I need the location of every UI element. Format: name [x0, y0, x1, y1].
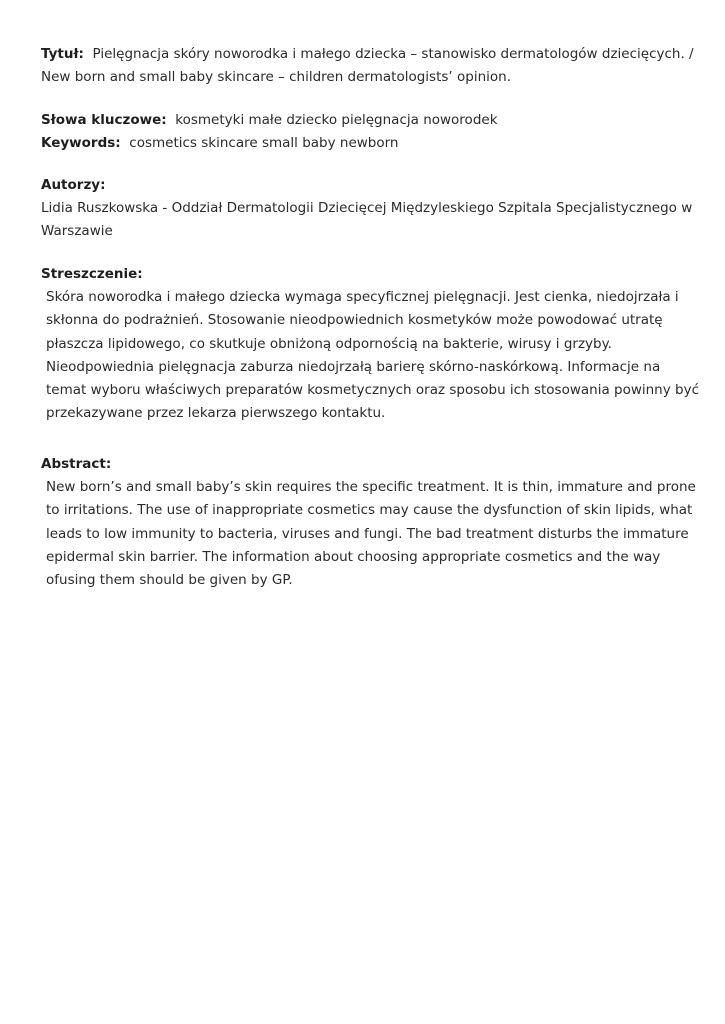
keywords-en-line	[41, 132, 681, 155]
title-text-pl: Pielęgnacja skóry noworodka i małego dziecka – stanowisko dermatologów dziecięcych. /	[92, 46, 694, 62]
abstract-line: New born’s and small baby’s skin requires the specific treatment. It is thin, immature and prone	[46, 479, 696, 496]
streszczenie-line: Nieodpowiednia pielęgnacja zaburza niedojrzałą barierę skórno-naskórkową. Informacje na	[46, 358, 661, 375]
streszczenie-label: Streszczenie:	[41, 266, 143, 282]
abstract-line: leads to low immunity to bacteria, viruses and fungi. The bad treatment disturbs the immature	[46, 525, 689, 542]
title-section	[41, 43, 694, 89]
authors-label: Autorzy:	[41, 177, 106, 193]
abstract-label: Abstract:	[41, 456, 112, 472]
streszczenie-line: płaszcza lipidowego, co skutkuje obniżoną odpornością na bakterie, wirusy i grzyby.	[46, 335, 612, 352]
keywords-pl-value: kosmetyki małe dziecko pielęgnacja noworodek	[175, 112, 498, 128]
authors-line-1: Lidia Ruszkowska - Oddział Dermatologii Dziecięcej Międzyleskiego Szpitala Specjalistycznego w	[41, 200, 693, 217]
keywords-pl-line	[41, 109, 681, 132]
title-text-en: New born and small baby skincare – children dermatologists’ opinion.	[41, 69, 511, 86]
keywords-section	[41, 109, 681, 155]
streszczenie-line: przekazywane przez lekarza pierwszego kontaktu.	[46, 405, 386, 422]
abstract-line: epidermal skin barrier. The information about choosing appropriate cosmetics and the way	[46, 548, 661, 565]
streszczenie-line: Skóra noworodka i małego dziecka wymaga specyficznej pielęgnacji. Jest cienka, niedojrzała i	[46, 289, 679, 306]
streszczenie-section	[41, 263, 700, 425]
authors-section	[41, 174, 693, 244]
title-label: Tytuł:	[41, 46, 84, 62]
streszczenie-line: temat wyboru właściwych preparatów kosmetycznych oraz sposobu ich stosowania powinny być	[46, 382, 700, 399]
abstract-section	[41, 453, 696, 592]
authors-line-2: Warszawie	[41, 223, 113, 240]
streszczenie-line: skłonna do podrażnień. Stosowanie nieodpowiednich kosmetyków może powodować utratę	[46, 312, 663, 329]
keywords-pl-label: Słowa kluczowe:	[41, 112, 167, 128]
keywords-en-value: cosmetics skincare small baby newborn	[129, 135, 399, 152]
abstract-line: to irritations. The use of inappropriate cosmetics may cause the dysfunction of skin lipids, what	[46, 502, 693, 519]
keywords-en-label: Keywords:	[41, 135, 121, 152]
abstract-line: ofusing them should be given by GP.	[46, 572, 293, 589]
title-line-1	[41, 43, 694, 66]
